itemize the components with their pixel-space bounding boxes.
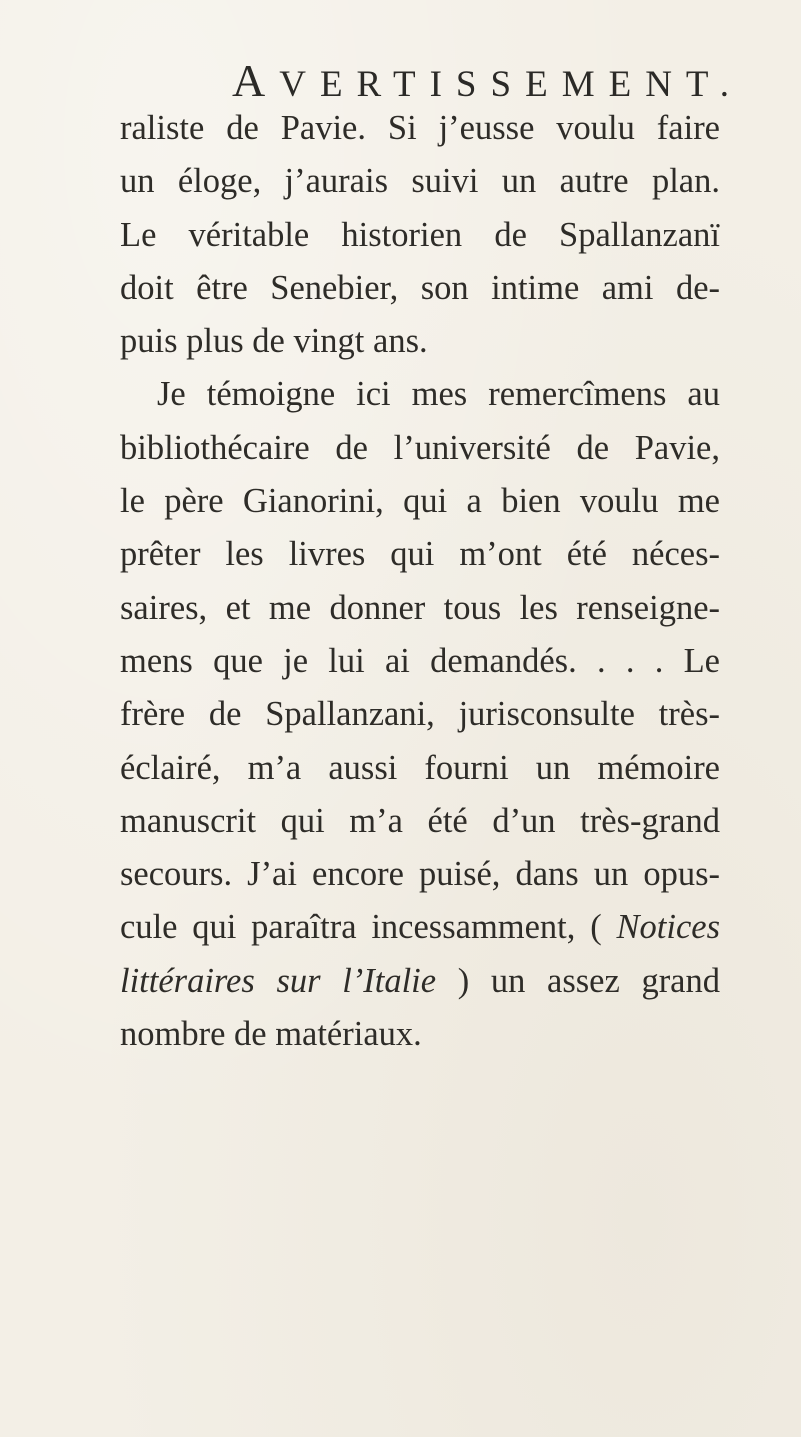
text-line-18: nombre de matériaux. <box>120 1015 422 1054</box>
text-line-16-roman: cule qui paraîtra incessamment, ( <box>120 908 602 947</box>
text-line-2: un éloge, j’aurais suivi un autre plan. <box>120 162 720 201</box>
text-line-14: manuscrit qui m’a été d’un très-grand <box>120 801 720 840</box>
running-head <box>232 55 744 106</box>
text-line-8: le père Gianorini, qui a bien voulu me <box>120 482 720 521</box>
running-head-rest: VERTISSEMENT. <box>279 64 744 105</box>
text-line-12: frère de Spallanzani, jurisconsulte très- <box>120 695 720 734</box>
text-line-3: Le véritable historien de Spallanzanï <box>120 215 720 254</box>
text-line-1: raliste de Pavie. Si j’eusse voulu faire <box>120 109 720 147</box>
running-head-initial: A <box>232 55 280 106</box>
text-line-16-italic: Notices <box>616 908 720 947</box>
text-line-4: doit être Senebier, son intime ami de- <box>120 268 720 307</box>
text-line-11: mens que je lui ai demandés. . . . Le <box>120 641 720 680</box>
text-line-10: saires, et me donner tous les renseigne- <box>120 588 720 627</box>
text-line-13: éclairé, m’a aussi fourni un mémoire <box>120 748 720 787</box>
body-text <box>120 102 720 1061</box>
text-line-6: Je témoigne ici mes remercîmens au <box>157 375 720 414</box>
text-line-17-italic: littéraires sur l’Italie <box>120 961 437 1000</box>
text-line-9: prêter les livres qui m’ont été néces- <box>120 535 720 574</box>
text-line-7: bibliothécaire de l’université de Pavie, <box>120 428 720 467</box>
text-line-15: secours. J’ai encore puisé, dans un opus- <box>120 855 720 894</box>
text-line-16 <box>120 901 720 954</box>
text-line-17 <box>120 955 720 1008</box>
text-line-17-rest: ) un assez grand <box>457 961 720 1000</box>
text-line-5: puis plus de vingt ans. <box>120 322 428 361</box>
